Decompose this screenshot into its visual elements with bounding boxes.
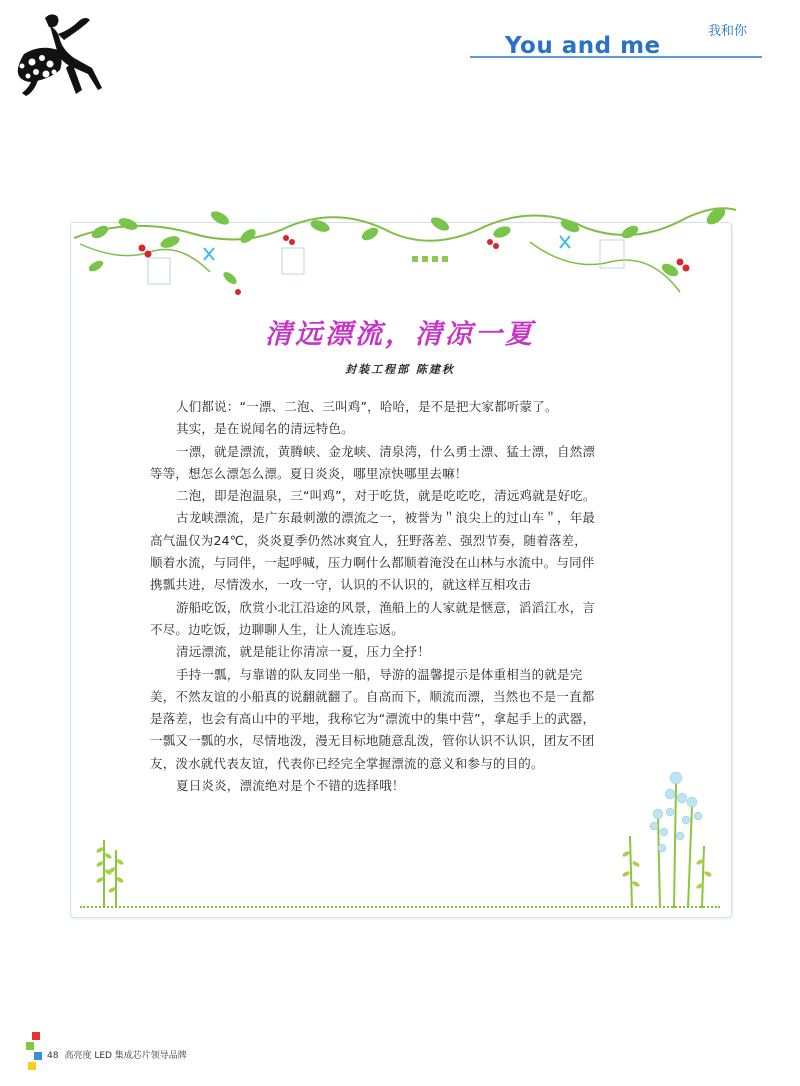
paragraph: 古龙峡漂流，是广东最刺激的漂流之一，被誉为＂浪尖上的过山车＂，年最高气温仅为24℃，炎炎夏季仍然冰爽宜人，狂野落差、强烈节奏，随着落差，顺着水流，与同伴，一起呼喊，压力啊什么都顺着淹没在山林与水流中。与同伴携瓢共进，尽情泼水，一攻一守，认识的不认识的，就这样互相攻击 — [150, 510, 596, 593]
paragraph: 夏日炎炎，漂流绝对是个不错的选择哦！ — [176, 778, 405, 794]
card-bottom-dots — [80, 906, 720, 908]
article-byline: 封装工程部 陈建秋 — [345, 363, 455, 376]
section-title-en: You and me — [505, 33, 661, 59]
footer-slogan: 高亮度 LED 集成芯片领导品牌 — [64, 1051, 187, 1061]
section-title-cn: 我和你 — [708, 24, 748, 39]
footer — [47, 1048, 187, 1061]
paragraph: 二泡，即是泡温泉，三“叫鸡”，对于吃货，就是吃吃吃，清远鸡就是好吃。 — [176, 488, 596, 504]
grass-icon — [92, 834, 132, 906]
paragraph: 手持一瓢，与靠谱的队友同坐一船，导游的温馨提示是体重相当的就是完美，不然友谊的小船真的说翻就翻了。自高而下，顺流而漂，当然也不是一直都是落差，也会有高山中的平地，我称它为“漂流中的集中营”，拿起手上的武器，一瓢又一瓢的水，尽情地泼，漫无目标地随意乱泼，管你认识不认识，团友不团友，泼水就代表友谊，代表你已经完全掌握漂流的意义和参与的目的。 — [150, 666, 596, 771]
flowers-icon — [614, 762, 714, 908]
vine-decoration-icon — [70, 196, 738, 306]
dancer-logo-icon — [10, 6, 110, 106]
paragraph: 游船吃饭，欣赏小北江沿途的风景，渔船上的人家就是惬意，滔滔江水，言不尽。边吃饭，边聊聊人生，让人流连忘返。 — [150, 599, 596, 637]
paragraph: 人们都说：“一漂、二泡、三叫鸡”，哈哈，是不是把大家都听蒙了。 — [176, 399, 558, 414]
footer-color-squares — [26, 1032, 46, 1072]
article-title: 清远漂流，清凉一夏 — [265, 319, 535, 350]
page-number: 48 — [47, 1051, 59, 1061]
article-body — [150, 396, 598, 797]
paragraph: 一漂，就是漂流，黄腾峡、金龙峡、清泉湾，什么勇士漂、猛士漂，自然漂等等，想怎么漂怎么漂。夏日炎炎，哪里凉快哪里去嘛！ — [150, 443, 596, 481]
paragraph: 清远漂流，就是能让你清凉一夏，压力全抒！ — [176, 644, 431, 660]
paragraph: 其实，是在说闻名的清远特色。 — [176, 421, 354, 437]
header-divider — [470, 56, 762, 58]
